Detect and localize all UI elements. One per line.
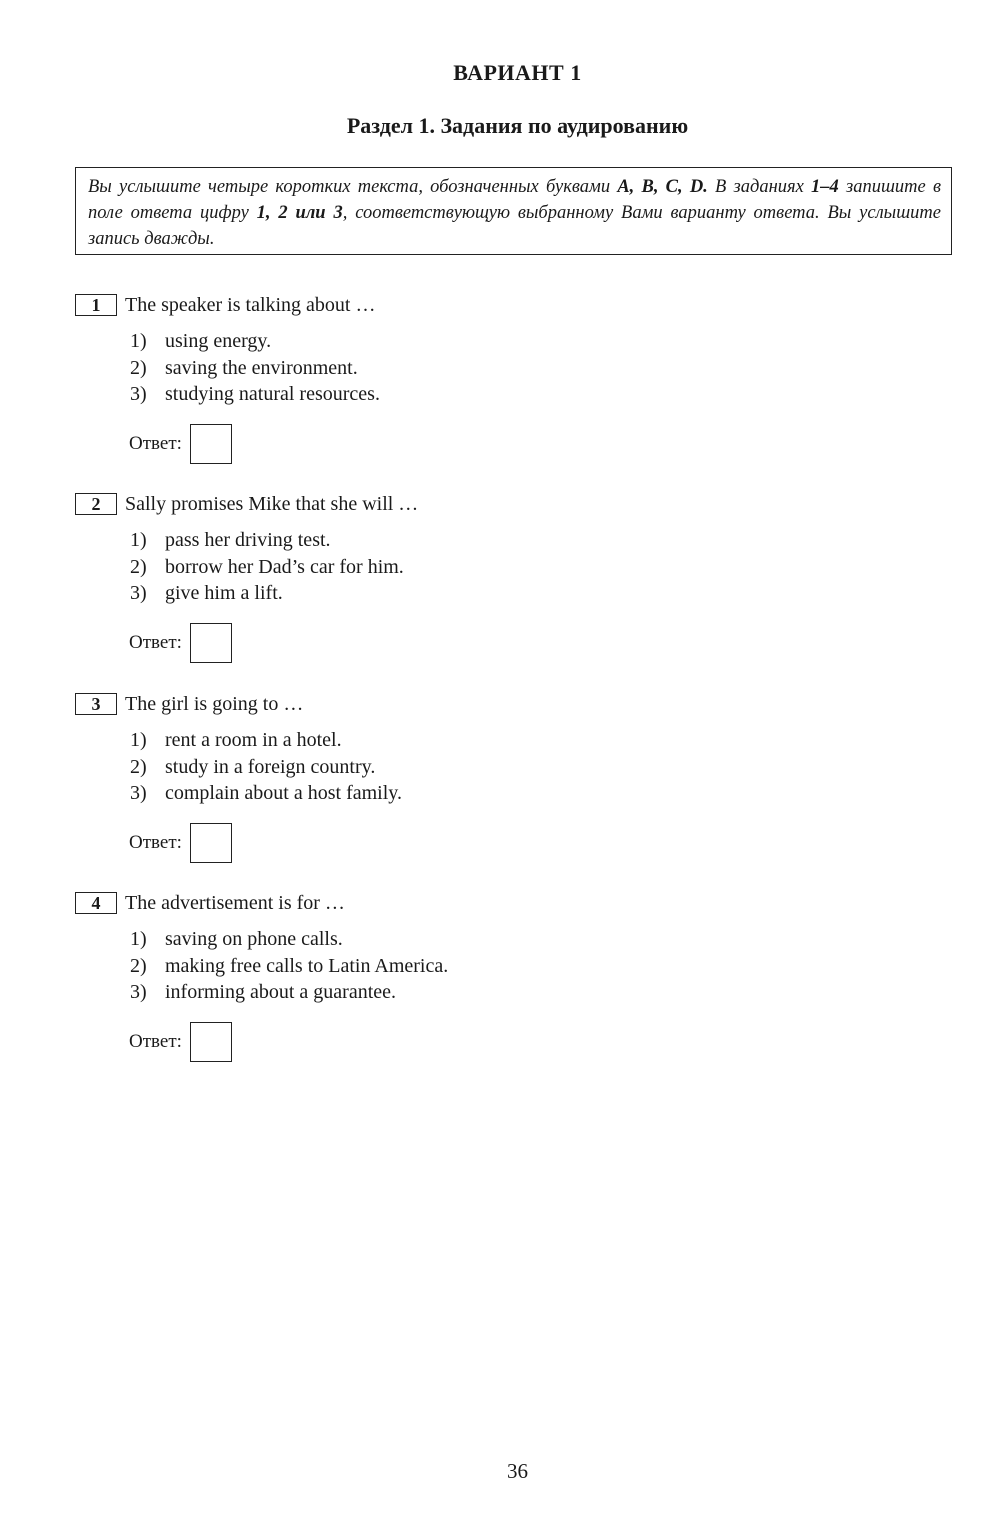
question-number-box: 1 (75, 294, 117, 316)
question-stem: The advertisement is for … (125, 891, 345, 914)
option-item (130, 727, 935, 754)
option-number: 3) (130, 981, 147, 1003)
question-number-box: 4 (75, 892, 117, 914)
option-text: pass her driving test. (165, 529, 331, 551)
option-text: informing about a guarantee. (165, 981, 397, 1003)
question-header (75, 292, 935, 318)
options-list (130, 926, 935, 1006)
option-number: 3) (130, 782, 147, 804)
page-number: 36 (507, 1459, 528, 1483)
option-number: 1) (130, 729, 147, 751)
answer-row (129, 623, 935, 663)
answer-box[interactable] (190, 1022, 232, 1062)
section-title: Раздел 1. Задания по аудированию (346, 113, 689, 138)
instructions-range: 1–4 (811, 177, 839, 197)
question-1 (75, 292, 935, 464)
question-stem: The girl is going to … (125, 692, 304, 715)
answer-label: Ответ: (129, 831, 182, 853)
option-item (130, 953, 935, 980)
answer-label: Ответ: (129, 1030, 182, 1052)
option-item (130, 328, 935, 355)
instructions-letters: A, B, C, D. (617, 177, 708, 197)
option-text: rent a room in a hotel. (165, 729, 342, 751)
question-stem: Sally promises Mike that she will … (125, 492, 419, 515)
instructions-box (75, 167, 952, 255)
option-number: 3) (130, 383, 147, 405)
instructions-text: Вы услышите четыре коротких текста, обозначенных буквами (88, 177, 618, 197)
variant-title: ВАРИАНТ 1 (453, 60, 582, 85)
option-number: 1) (130, 330, 147, 352)
option-text: making free calls to Latin America. (165, 954, 449, 977)
answer-row (129, 1022, 935, 1062)
option-text: study in a foreign country. (165, 755, 376, 778)
options-list (130, 527, 935, 607)
option-number: 3) (130, 582, 147, 604)
question-3 (75, 691, 935, 863)
option-item (130, 754, 935, 781)
instructions-text: запишите в поле ответа цифру (88, 177, 941, 223)
option-item (130, 554, 935, 581)
option-number: 2) (130, 755, 147, 778)
option-text: studying natural resources. (165, 383, 380, 405)
instructions-text: , соответствующую выбранному Вами варианту ответа. Вы услышите запись дважды. (88, 203, 941, 249)
question-2 (75, 491, 935, 663)
answer-box[interactable] (190, 823, 232, 863)
instructions-text: В заданиях (707, 177, 812, 197)
option-text: borrow her Dad’s car for him. (165, 555, 404, 578)
answer-label: Ответ: (129, 631, 182, 653)
answer-box[interactable] (190, 424, 232, 464)
question-stem: The speaker is talking about … (125, 293, 376, 316)
answer-row (129, 823, 935, 863)
option-item (130, 580, 935, 607)
option-number: 2) (130, 356, 147, 379)
question-number-box: 3 (75, 693, 117, 715)
question-header (75, 691, 935, 717)
option-text: give him a lift. (165, 582, 283, 604)
answer-box[interactable] (190, 623, 232, 663)
options-list (130, 328, 935, 408)
question-4 (75, 890, 935, 1062)
option-item (130, 926, 935, 953)
question-number-box: 2 (75, 493, 117, 515)
answer-label: Ответ: (129, 432, 182, 454)
options-list (130, 727, 935, 807)
option-text: complain about a host family. (165, 782, 402, 804)
option-text: saving the environment. (165, 356, 358, 379)
option-number: 1) (130, 928, 147, 950)
option-item (130, 780, 935, 807)
option-item (130, 979, 935, 1006)
option-number: 2) (130, 954, 147, 977)
option-item (130, 355, 935, 382)
answer-row (129, 424, 935, 464)
question-header (75, 890, 935, 916)
option-text: using energy. (165, 330, 272, 352)
instructions-digits: 1, 2 или 3 (256, 203, 343, 223)
option-item (130, 381, 935, 408)
option-number: 1) (130, 529, 147, 551)
question-header (75, 491, 935, 517)
option-item (130, 527, 935, 554)
option-text: saving on phone calls. (165, 928, 343, 950)
option-number: 2) (130, 555, 147, 578)
